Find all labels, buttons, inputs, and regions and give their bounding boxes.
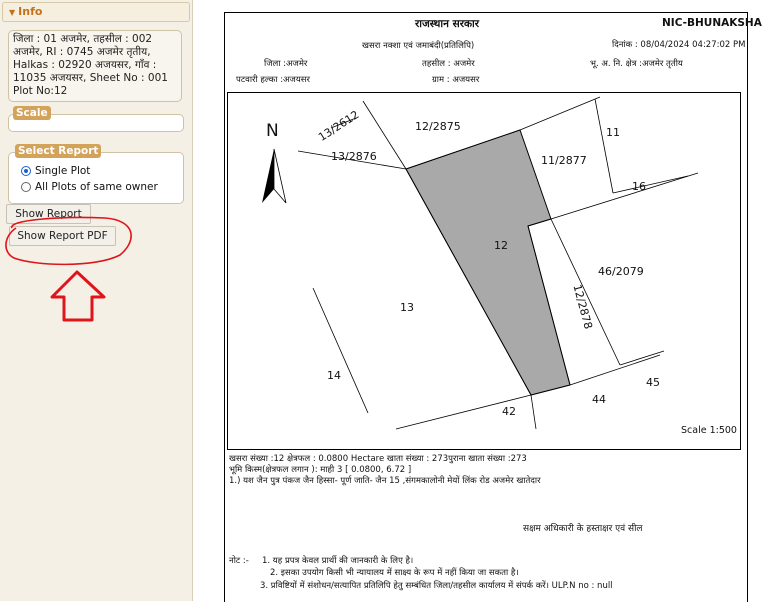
doc-subtitle: खसरा नक्शा एवं जमाबंदी(प्रतिलिपि)	[362, 41, 475, 51]
left-panel	[0, 0, 193, 601]
district-label: जिला :अजमेर	[264, 59, 308, 69]
cadastral-map	[228, 93, 740, 449]
parcel-label: 42	[502, 405, 516, 418]
select-report-legend: Select Report	[15, 144, 101, 158]
info-header-label: Info	[18, 5, 43, 18]
info-line: 11035 अजयसर, Sheet No : 001	[13, 72, 168, 84]
show-report-button[interactable]: Show Report	[6, 204, 91, 224]
village-label: ग्राम : अजयसर	[432, 75, 480, 85]
khasra-line: खसरा संख्या :12 क्षेत्रफल : 0.0800 Hectare खाता संख्या : 273पुराना खाता संख्या :273	[229, 454, 527, 464]
show-report-pdf-button[interactable]: Show Report PDF	[9, 226, 116, 246]
red-circle-annotation	[6, 217, 131, 264]
note-line: 2. इसका उपयोग किसी भी न्यायालय में साक्ष्य के रूप में नहीं किया जा सकता है।	[270, 568, 519, 578]
signature-label: सक्षम अधिकारी के हस्ताक्षर एवं सील	[523, 524, 643, 534]
north-arrow-icon	[262, 149, 286, 203]
parcel-label: 12	[494, 239, 508, 252]
owner-line: 1.) यश जैन पुत्र पंकज जैन हिस्सा- पूर्ण जाति- जैन 15 ,संगमकालोनी मेयों लिंक रोड अजमेर खातेदार	[229, 476, 541, 486]
parcel-label: 44	[592, 393, 606, 406]
expand-triangle-icon: ▼	[9, 8, 16, 17]
date-label: दिनांक : 08/04/2024 04:27:02 PM	[612, 40, 746, 50]
parcel-label: 11/2877	[541, 154, 587, 167]
note-label: नोट :-	[229, 556, 249, 566]
parcel-label: 16	[632, 180, 646, 193]
parcel-label: 14	[327, 369, 341, 382]
parcel-label: 46/2079	[598, 265, 644, 278]
single-plot-label: Single Plot	[35, 165, 91, 177]
parcel-label: 11	[606, 126, 620, 139]
parcel-label: 45	[646, 376, 660, 389]
red-arrow-icon	[52, 272, 104, 320]
parcel-label: 12/2875	[415, 120, 461, 133]
map-frame	[227, 92, 741, 450]
info-line: Halkas : 02920 अजयसर, गाँव :	[13, 59, 157, 71]
all-plots-label: All Plots of same owner	[35, 181, 158, 193]
info-line: अजमेर, RI : 0745 अजमेर तृतीय,	[13, 46, 151, 58]
info-line: जिला : 01 अजमेर, तहसील : 002	[13, 33, 153, 45]
scale-label: Scale 1:500	[681, 425, 737, 436]
parcel-label: 13/2876	[331, 150, 377, 163]
parcel-label: 12/2878	[570, 283, 595, 331]
brand-label: NIC-BHUNAKSHA	[662, 17, 762, 29]
parcel-label: 13	[400, 301, 414, 314]
note-line: 1. यह प्रपत्र केवल प्रार्थी की जानकारी के लिए है।	[262, 556, 414, 566]
north-label: N	[266, 121, 279, 141]
tehsil-label: तहसील : अजमेर	[422, 59, 475, 69]
doc-title: राजस्थान सरकार	[415, 18, 480, 30]
red-annotation	[0, 0, 192, 330]
scale-legend: Scale	[13, 106, 51, 120]
patwar-label: पटवारी हल्का :अजयसर	[236, 75, 311, 85]
note-line: 3. प्रविष्टियों में संशोधन/सत्यापित प्रतिलिपि हेतु सम्बंधित जिला/तहसील कार्यालय में संपर्क करें। ULP.N no : null	[260, 581, 613, 591]
land-type-line: भूमि किस्म(क्षेत्रफल लगान ): माही 3 [ 0.0800, 6.72 ]	[229, 465, 412, 475]
selected-plot-12	[406, 130, 570, 395]
ri-label: भू. अ. नि. क्षेत्र :अजमेर तृतीय	[590, 59, 683, 69]
parcel-label: 13/2612	[316, 108, 362, 144]
info-line: Plot No:12	[13, 85, 68, 97]
